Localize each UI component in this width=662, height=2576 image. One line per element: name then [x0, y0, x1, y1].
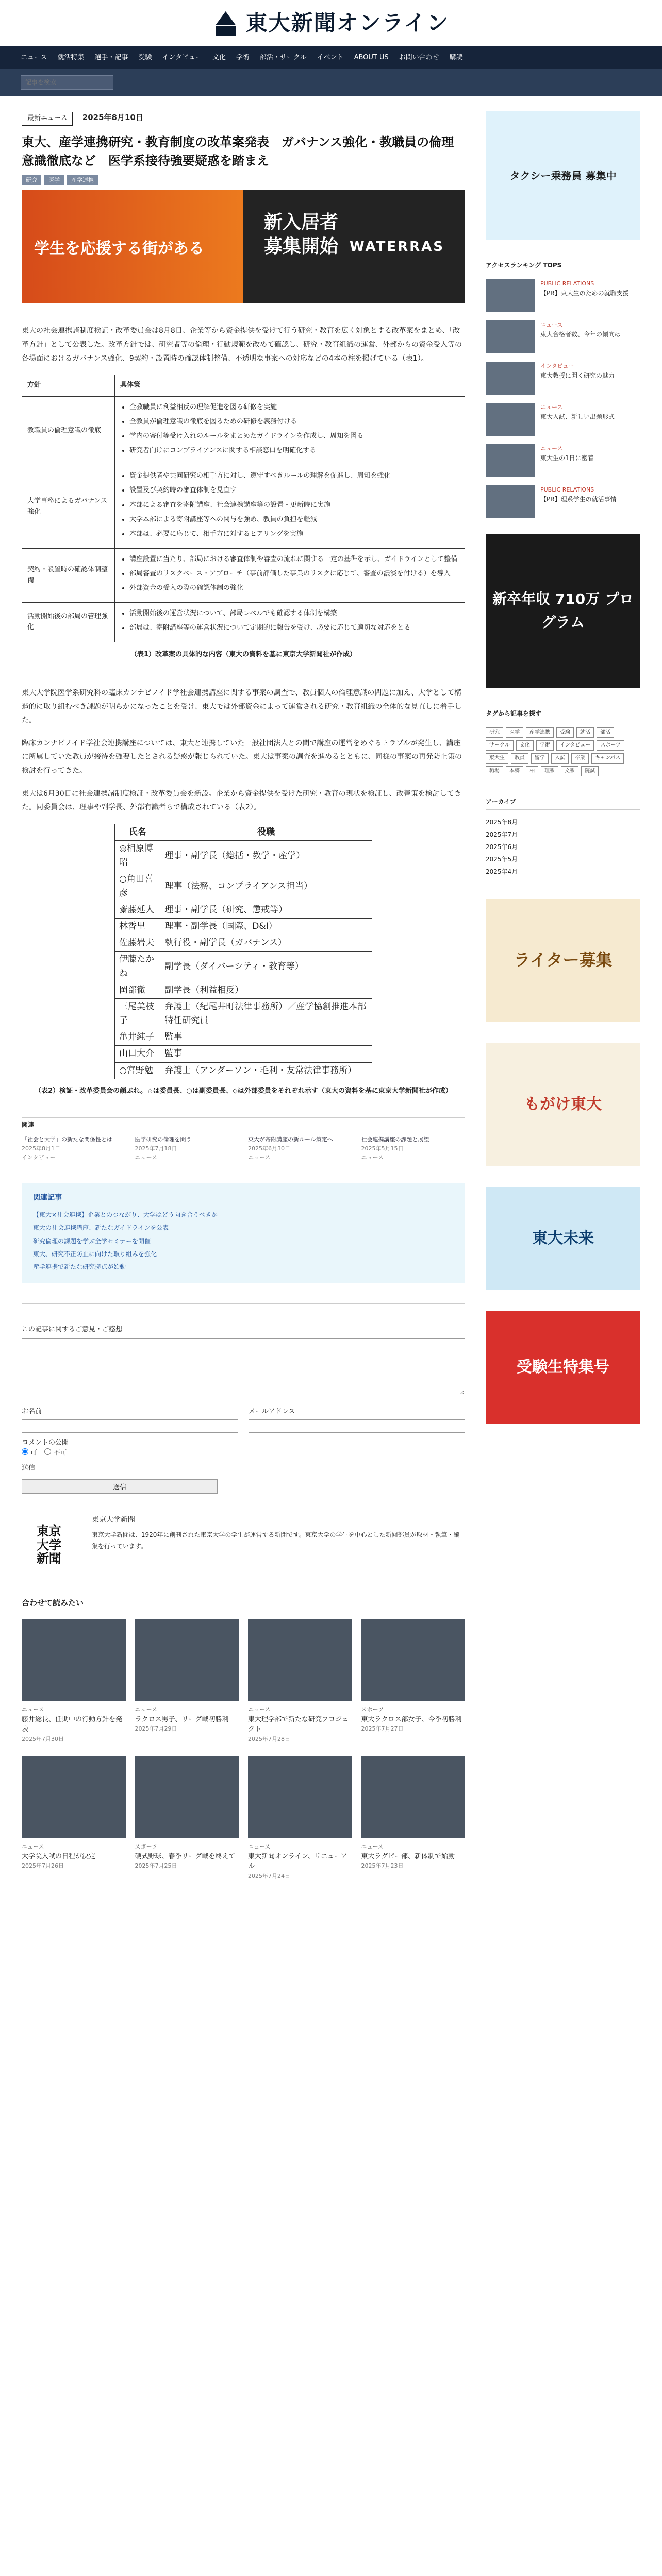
nav-item-news[interactable]: ニュース	[21, 53, 47, 61]
nav-item-circle[interactable]: 部活・サークル	[259, 53, 307, 61]
policy-item: • 資金提供者や共同研究の相手方に対し、遵守すべきルールの理解を促進し、周知を強化	[129, 470, 459, 482]
table-row	[115, 982, 372, 998]
related-title[interactable]: 東大が寄附講座の新ルール策定へ	[248, 1136, 333, 1143]
more-heading: 合わせて読みたい	[22, 1597, 465, 1609]
archive-link[interactable]: 2025年5月	[486, 855, 518, 863]
member-name: 岡部徹	[115, 982, 160, 998]
member-name: 齋藤延人	[115, 902, 160, 918]
member-name: ○角田喜彦	[115, 871, 160, 902]
member-role: 副学長（ダイバーシティ・教育等）	[160, 952, 372, 982]
more-card[interactable]	[22, 1619, 126, 1743]
banner-mid-text-1: 新入居者	[264, 212, 339, 233]
more-title[interactable]: 硬式野球、春季リーグ戦を終えて	[135, 1852, 236, 1860]
site-header	[0, 0, 662, 46]
ranking-category: PUBLIC RELATIONS	[540, 486, 594, 494]
sidebar-ad[interactable]: もがけ東大	[486, 1043, 640, 1166]
site-logo-text[interactable]: 東大新聞オンライン	[245, 10, 450, 36]
hero-banner-ad[interactable]	[22, 190, 465, 303]
more-thumbnail[interactable]	[22, 1619, 126, 1701]
policy-item: • 全教職員に利益相反の理解促進を図る研修を実施	[129, 402, 459, 413]
policy-name: 契約・設置時の確認体制整備	[22, 548, 115, 602]
article-paragraph: 東大の社会連携諸制度検証・改革委員会は8月8日、企業等から資金提供を受けて行う研究・教育を広く対象とする改革案をまとめ、「改革方針」として公表した。改革方針では、研究者等の倫理・行動規範を改めて確認し、研究・教育組織の運営、外部からの資金受入等の各場面におけるガバナンス強化、9契約・設置時の確認体制整備、不透明な事案への対応などの4本の柱を掲げている（表1）。	[22, 327, 462, 363]
publisher-name[interactable]: 東京大学新聞	[91, 1516, 135, 1524]
publisher-logo-line: 新聞	[36, 1551, 61, 1566]
related-item[interactable]	[135, 1135, 239, 1162]
table-row	[115, 902, 372, 918]
nav-item-subscribe[interactable]: 購読	[449, 53, 463, 61]
related-box-link[interactable]: 研究倫理の課題を学ぶ全学セミナーを開催	[33, 1237, 151, 1245]
related-category: ニュース	[248, 1154, 271, 1161]
more-date: 2025年7月23日	[361, 1862, 404, 1870]
ranking-thumbnail[interactable]	[486, 444, 535, 477]
member-name: ◎相原博昭	[115, 841, 160, 871]
related-title[interactable]: 「社会と大学」の新たな関係性とは	[22, 1136, 112, 1143]
member-role: 理事（法務、コンプライアンス担当）	[160, 871, 372, 902]
policy-item: • 本部は、必要に応じて、相手方に対するヒアリングを実施	[129, 529, 459, 540]
table1-caption: （表1）改革案の具体的な内容（東大の資料を基に東京大学新聞社が作成）	[130, 651, 357, 659]
more-date: 2025年7月30日	[22, 1735, 64, 1742]
table2-caption	[22, 1086, 465, 1097]
more-title[interactable]: 藤井総長、任期中の行動方針を発表	[22, 1715, 123, 1734]
tag-chip[interactable]: 柏	[526, 766, 538, 776]
related-list	[22, 1135, 465, 1162]
member-role: 理事・副学長（総括・教学・産学）	[160, 841, 372, 871]
comment-textarea[interactable]	[22, 1338, 465, 1395]
tag-chip[interactable]: キャンパス	[591, 753, 624, 764]
tag-chip[interactable]: 研究	[486, 727, 503, 738]
tag-chip[interactable]: 受験	[556, 727, 574, 738]
more-date: 2025年7月27日	[361, 1725, 404, 1733]
policy-item: • 講座設置に当たり、部局における審査体制や審査の流れに関する一定の基準を示し、ガイドラインとして整備	[129, 554, 459, 565]
publisher-description: 東京大学新聞は、1920年に創刊された東京大学の学生が運営する新聞です。東京大学の学生を中心とした新聞部員が取材・執筆・編集を行っています。	[91, 1531, 460, 1550]
main-nav	[0, 46, 662, 69]
article-main	[22, 111, 465, 1922]
tag-research[interactable]: 研究	[22, 175, 41, 185]
sidebar-ad[interactable]: 受験生特集号	[486, 1311, 640, 1424]
more-title[interactable]: ラクロス男子、リーグ戦初勝利	[135, 1715, 229, 1723]
table-row	[115, 998, 372, 1029]
article-title: 東大、産学連携研究・教育制度の改革案発表 ガバナンス強化・教職員の倫理意識徹底など 医学系接待強要疑惑を踏まえ	[22, 134, 454, 168]
nav-item-culture[interactable]: 文化	[212, 53, 226, 61]
more-category[interactable]: ニュース	[135, 1706, 157, 1713]
more-date: 2025年7月24日	[248, 1872, 290, 1879]
more-date: 2025年7月29日	[135, 1725, 177, 1733]
member-role: 副学長（利益相反）	[160, 982, 372, 998]
comment-form	[22, 1303, 465, 1494]
ranking-item[interactable]	[486, 485, 640, 518]
table-row	[22, 396, 465, 465]
more-card[interactable]	[22, 1756, 126, 1880]
policy-item: • 部局審査のリスクベース・アプローチ（事前評価した事業のリスクに応じて、審査の濃淡を付ける）を導入	[129, 568, 459, 580]
member-role: 弁護士（紀尾井町法律事務所）／産学協創推進本部 特任研究員	[160, 998, 372, 1029]
tag-chip[interactable]: 理系	[541, 766, 558, 776]
ranking-thumbnail[interactable]	[486, 320, 535, 353]
table-row	[22, 548, 465, 602]
related-date: 2025年5月15日	[361, 1145, 404, 1152]
related-date: 2025年7月18日	[135, 1145, 177, 1152]
policy-item: • 設置及び契約時の審査体制を見直す	[129, 485, 459, 496]
tag-chip[interactable]: 就活	[576, 727, 594, 738]
category-badge[interactable]: 最新ニュース	[22, 112, 73, 126]
more-title[interactable]: 大学院入試の日程が決定	[22, 1852, 96, 1860]
more-category[interactable]: ニュース	[22, 1843, 44, 1851]
sidebar-ad[interactable]: 新卒年収 710万 プログラム	[486, 534, 640, 688]
tag-chip[interactable]: 医学	[506, 727, 523, 738]
banner-left-text: 学生を応援する街がある	[34, 240, 204, 258]
ranking-category: ニュース	[540, 445, 563, 452]
related-item[interactable]	[361, 1135, 466, 1162]
member-name: 山口大介	[115, 1046, 160, 1062]
name-label: お名前	[22, 1407, 42, 1415]
ranking-item[interactable]	[486, 279, 640, 312]
policy-item: • 大学本部による寄附講座等への関与を強め、教員の負担を軽減	[129, 514, 459, 526]
tag-chip[interactable]: 部活	[597, 727, 614, 738]
archive-link[interactable]: 2025年8月	[486, 818, 518, 826]
table-row	[22, 465, 465, 548]
more-card[interactable]	[361, 1619, 466, 1743]
table-header: 氏名	[115, 824, 160, 840]
publisher-logo-line: 大学	[36, 1537, 61, 1552]
tag-medical[interactable]: 医学	[44, 175, 64, 185]
article-paragraph: 東大大学院医学系研究科の臨床カンナビノイド学社会連携講座に関する事案の調査で、教員個人の倫理意識の問題に加え、大学として構造的に取り組むべき課題が明らかになったことを受け、東大では外部資金によって運営される研究・教育組織の全体的な見直しに着手した。	[22, 689, 462, 725]
ranking-thumbnail[interactable]	[486, 362, 535, 395]
table-header: 役職	[160, 824, 372, 840]
table-row	[115, 935, 372, 952]
more-title[interactable]: 東大ラクロス部女子、今季初勝利	[361, 1715, 462, 1723]
more-card[interactable]	[135, 1756, 239, 1880]
tag-chip[interactable]: 入試	[551, 753, 569, 764]
table-row	[115, 952, 372, 982]
email-label: メールアドレス	[249, 1407, 295, 1415]
submit-button[interactable]: 送信	[22, 1479, 218, 1494]
sidebar-ad[interactable]: 東大未来	[486, 1187, 640, 1290]
ranking-category: ニュース	[540, 321, 563, 329]
policy-item: • 外部資金の受入の際の確認体制の強化	[129, 583, 459, 594]
related-articles-box	[22, 1183, 465, 1283]
member-role: 弁護士（アンダーソン・毛利・友常法律事務所）	[160, 1062, 372, 1079]
more-thumbnail[interactable]	[248, 1756, 352, 1838]
search-input[interactable]	[21, 75, 113, 90]
nav-item-contact[interactable]: お問い合わせ	[399, 53, 439, 61]
policy-item: • 研究者向けにコンプライアンスに関する相談窓口を明確化する	[129, 445, 459, 456]
send-label: 送信	[22, 1464, 36, 1472]
more-category[interactable]: ニュース	[361, 1843, 384, 1851]
ranking-thumbnail[interactable]	[486, 279, 535, 312]
publisher-logo-line: 東京	[36, 1524, 61, 1539]
policy-name: 教職員の倫理意識の徹底	[22, 396, 115, 465]
tag-chip[interactable]: サークル	[486, 740, 514, 751]
tag-chip[interactable]: スポーツ	[597, 740, 624, 751]
ranking-title[interactable]: 【PR】東大生のための就職支援	[540, 289, 629, 297]
member-role: 監事	[160, 1046, 372, 1062]
tags-heading: タグから記事を探す	[486, 709, 640, 721]
tag-chip[interactable]: 本郷	[506, 766, 523, 776]
publisher-logo	[22, 1514, 76, 1576]
related-category: インタビュー	[22, 1154, 56, 1161]
related-heading: 関連	[22, 1117, 465, 1130]
member-role: 理事・副学長（研究、懲戒等）	[160, 902, 372, 918]
tag-cloud	[486, 727, 640, 776]
table-row	[22, 603, 465, 642]
member-name: 佐藤岩夫	[115, 935, 160, 952]
tag-chip[interactable]: 留学	[531, 753, 549, 764]
more-thumbnail[interactable]	[135, 1756, 239, 1838]
sidebar-ad[interactable]: タクシー乗務員 募集中	[486, 111, 640, 240]
tag-chip[interactable]: 文化	[516, 740, 534, 751]
member-name: 亀井純子	[115, 1029, 160, 1046]
tag-chip[interactable]: 産学連携	[526, 727, 554, 738]
more-card[interactable]	[135, 1619, 239, 1743]
table-header: 方針	[22, 375, 115, 397]
public-radio-no-label: 不可	[53, 1449, 67, 1458]
archive-list	[486, 816, 640, 878]
tag-chip[interactable]: 学術	[536, 740, 554, 751]
ranking-title[interactable]: 東大入試、新しい出題形式	[540, 413, 615, 420]
ranking-item[interactable]	[486, 362, 640, 395]
nav-item-academic[interactable]: 学術	[236, 53, 250, 61]
archive-heading: アーカイブ	[486, 797, 640, 809]
article-paragraph: 臨床カンナビノイド学社会連携講座については、東大と連携していた一般社団法人との間で講座の運営をめぐるトラブルが発生し、講座に所属していた教員が接待を強要したとされる疑惑が報じられていた。東大は事案の調査を進めるとともに、同様の事案の再発防止策の検討を行ってきた。	[22, 739, 462, 775]
archive-link[interactable]: 2025年6月	[486, 843, 518, 851]
member-name: 三尾美枝子	[115, 998, 160, 1029]
comment-prompt: この記事に関するご意見・ご感想	[22, 1326, 123, 1334]
policy-item: • 本部による審査を寄附講座、社会連携講座等の設置・更新時に実施	[129, 500, 459, 511]
more-thumbnail[interactable]	[135, 1619, 239, 1701]
public-radio-no[interactable]	[44, 1449, 67, 1457]
more-date: 2025年7月25日	[135, 1862, 177, 1870]
related-box-link[interactable]: 東大の社会連携講座、新たなガイドラインを公表	[33, 1224, 169, 1232]
related-box-link[interactable]: 【東大×社会連携】企業とのつながり、大学はどう向き合うべきか	[33, 1211, 218, 1219]
table-row	[115, 1062, 372, 1079]
nav-item-senshu[interactable]: 選手・記事	[94, 53, 128, 61]
more-title[interactable]: 東大ラグビー部、新体制で始動	[361, 1852, 455, 1860]
more-category[interactable]: ニュース	[248, 1843, 271, 1851]
archive-link[interactable]: 2025年4月	[486, 868, 518, 875]
ranking-item[interactable]	[486, 403, 640, 436]
member-role: 理事・副学長（国際、D&I）	[160, 918, 372, 935]
more-card[interactable]	[361, 1756, 466, 1880]
related-item[interactable]	[248, 1135, 352, 1162]
nav-item-juken[interactable]: 受験	[138, 53, 152, 61]
policy-item: • 部局は、寄附講座等の運営状況について定期的に報告を受け、必要に応じて適切な対応をとる	[129, 622, 459, 634]
tag-chip[interactable]: 院試	[581, 766, 599, 776]
member-name: ○宮野勉	[115, 1062, 160, 1079]
related-date: 2025年8月1日	[22, 1145, 60, 1152]
ranking-category: PUBLIC RELATIONS	[540, 280, 594, 287]
nav-item-shukatsu[interactable]: 就活特集	[57, 53, 85, 61]
tag-chip[interactable]: 文系	[561, 766, 578, 776]
public-radio-yes[interactable]	[22, 1449, 37, 1457]
ranking-title[interactable]: 東大生の1日に密着	[540, 454, 594, 462]
more-card[interactable]	[248, 1756, 352, 1880]
more-category[interactable]: ニュース	[248, 1706, 271, 1713]
related-date: 2025年6月30日	[248, 1145, 290, 1152]
search-bar	[0, 69, 662, 96]
banner-right-text: WATERRAS	[350, 239, 444, 255]
nav-item-about[interactable]: ABOUT US	[354, 53, 389, 61]
ranking-heading: アクセスランキング TOPS	[486, 261, 640, 273]
table-row	[115, 918, 372, 935]
ranking-category: インタビュー	[540, 363, 574, 370]
ranking-item[interactable]	[486, 444, 640, 477]
more-category[interactable]: ニュース	[22, 1706, 44, 1713]
more-title[interactable]: 東大新聞オンライン、リニューアル	[248, 1852, 347, 1871]
more-thumbnail[interactable]	[361, 1619, 466, 1701]
related-box-title: 関連記事	[33, 1193, 62, 1202]
member-role: 執行役・副学長（ガバナンス）	[160, 935, 372, 952]
related-item[interactable]	[22, 1135, 126, 1162]
email-input[interactable]	[249, 1419, 465, 1433]
related-title[interactable]: 医学研究の倫理を問う	[135, 1136, 192, 1143]
more-card[interactable]	[248, 1619, 352, 1743]
committee-table	[114, 824, 372, 1079]
tag-chip[interactable]: 駒場	[486, 766, 503, 776]
ranking-thumbnail[interactable]	[486, 485, 535, 518]
publish-date: 2025年8月10日	[82, 113, 143, 122]
more-category[interactable]: スポーツ	[361, 1706, 384, 1713]
ranking-title[interactable]: 【PR】理系学生の就活事情	[540, 495, 617, 503]
policy-item: • 活動開始後の運営状況について、部局レベルでも確認する体制を構築	[129, 608, 459, 619]
policy-name: 大学事務によるガバナンス強化	[22, 465, 115, 548]
related-category: ニュース	[361, 1154, 384, 1161]
public-label: コメントの公開	[22, 1438, 69, 1447]
banner-mid-text-2: 募集開始	[264, 236, 339, 258]
table2-caption-line: （表2）検証・改革委員会の顔ぶれ。☆は委員長、○は副委員長、◇は外部委員をそれぞれ示す（東大の資料を基に東京大学新聞社が作成）	[35, 1087, 452, 1095]
tag-chip[interactable]: インタビュー	[556, 740, 594, 751]
more-thumbnail[interactable]	[248, 1619, 352, 1701]
tag-chip[interactable]: 卒業	[571, 753, 589, 764]
article-paragraph: 東大は6月30日に社会連携諸制度検証・改革委員会を新設。企業から資金提供を受けた研究・教育の現状を検証し、改善策を検討してきた。同委員会は、理事や副学長、外部有識者らで構成されている（表2）。	[22, 789, 461, 812]
public-radio-yes-label: 可	[30, 1449, 38, 1458]
publisher-about	[22, 1514, 465, 1576]
tag-chip[interactable]: 東大生	[486, 753, 508, 764]
ranking-title[interactable]: 東大合格者数、今年の傾向は	[540, 330, 621, 338]
member-role: 監事	[160, 1029, 372, 1046]
ranking-title[interactable]: 東大教授に聞く研究の魅力	[540, 371, 615, 379]
member-name: 伊藤たかね	[115, 952, 160, 982]
policy-item: • 全教員が倫理意識の徹底を図るための研修を義務付ける	[129, 416, 459, 428]
table-row	[115, 1046, 372, 1062]
nav-item-interview[interactable]: インタビュー	[162, 53, 202, 61]
site-logo-icon[interactable]	[213, 8, 239, 38]
nav-item-event[interactable]: イベント	[317, 53, 344, 61]
member-name: 林香里	[115, 918, 160, 935]
sidebar-ad[interactable]: ライター募集	[486, 899, 640, 1022]
table-row	[115, 1029, 372, 1046]
archive-link[interactable]: 2025年7月	[486, 831, 518, 838]
ranking-category: ニュース	[540, 404, 563, 411]
policy-item: • 学内の寄付等受け入れのルールをまとめたガイドラインを作成し、周知を図る	[129, 431, 459, 442]
table-row	[115, 841, 372, 871]
more-thumbnail[interactable]	[361, 1756, 466, 1838]
table-row	[115, 871, 372, 902]
ranking-thumbnail[interactable]	[486, 403, 535, 436]
ranking-list	[486, 279, 640, 518]
policy-table	[22, 375, 465, 642]
more-date: 2025年7月26日	[22, 1862, 64, 1870]
tag-chip[interactable]: 教員	[511, 753, 528, 764]
more-category[interactable]: スポーツ	[135, 1843, 158, 1851]
related-box-link[interactable]: 東大、研究不正防止に向けた取り組みを強化	[33, 1250, 157, 1258]
related-box-link[interactable]: 産学連携で新たな研究拠点が始動	[33, 1263, 126, 1271]
policy-name: 活動開始後の部局の管理強化	[22, 603, 115, 642]
more-title[interactable]: 東大理学部で新たな研究プロジェクト	[248, 1715, 349, 1734]
related-category: ニュース	[135, 1154, 157, 1161]
ranking-item[interactable]	[486, 320, 640, 353]
table-header: 具体策	[115, 375, 465, 397]
more-date: 2025年7月28日	[248, 1735, 290, 1742]
more-list	[22, 1619, 465, 1880]
tag-industry[interactable]: 産学連携	[67, 175, 98, 185]
related-title[interactable]: 社会連携講座の課題と展望	[361, 1136, 429, 1143]
more-thumbnail[interactable]	[22, 1756, 126, 1838]
sidebar	[486, 111, 640, 1922]
name-input[interactable]	[22, 1419, 238, 1433]
